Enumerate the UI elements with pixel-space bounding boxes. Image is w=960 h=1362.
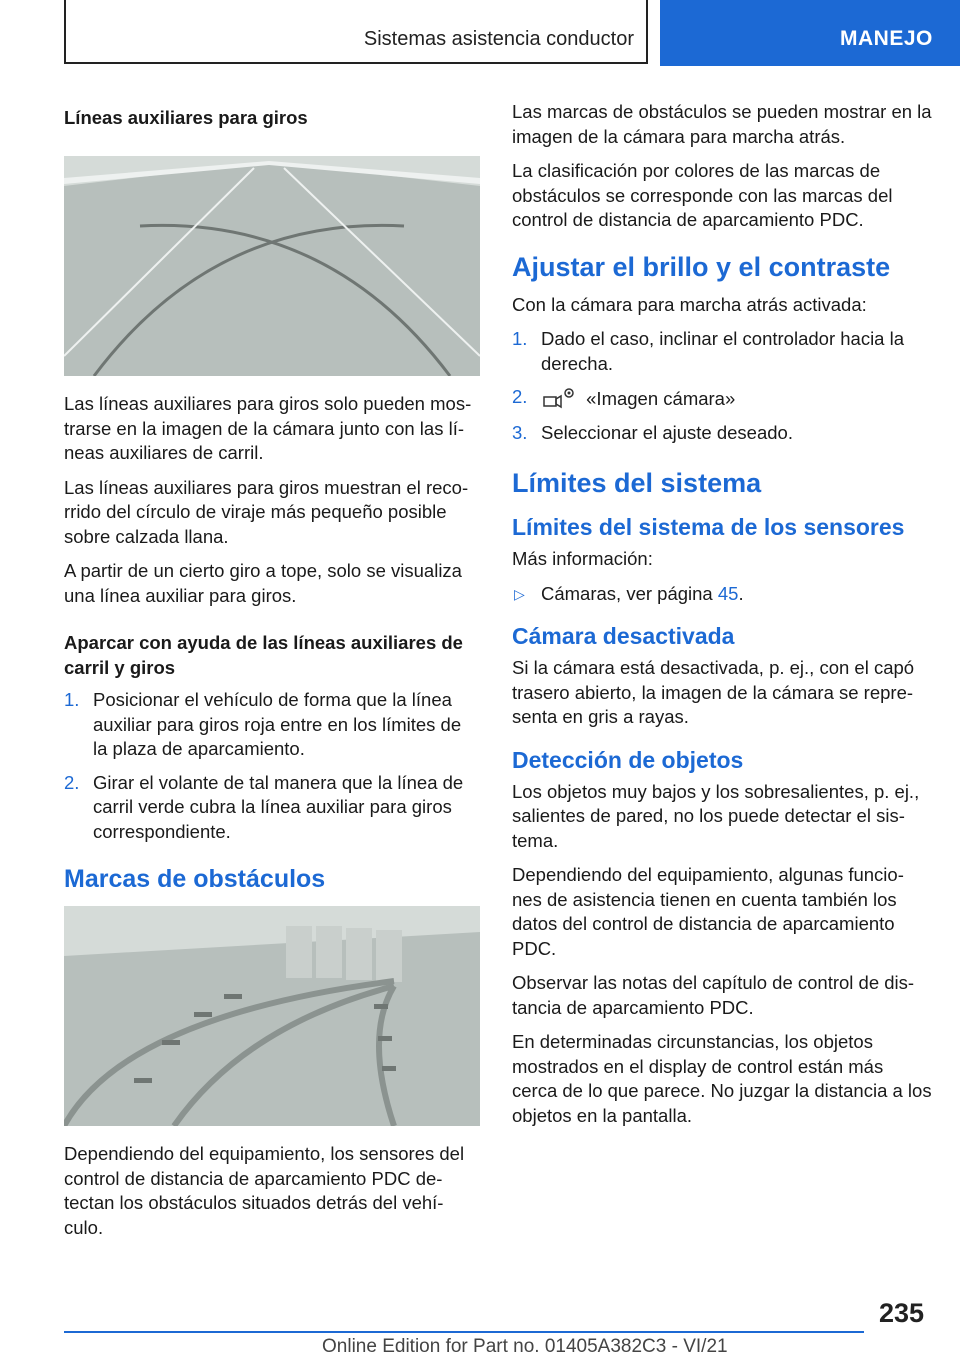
heading-ajustar-brillo: Ajustar el brillo y el contraste (512, 251, 891, 282)
step-text: Posicionar el vehículo de forma que la línea auxiliar para giros roja entre en los límites de la plaza de aparcamiento. (93, 689, 462, 759)
list-item (512, 385, 932, 412)
heading-marcas-obstaculos: Marcas de obstáculos (64, 865, 326, 893)
step-text: «Imagen cámara» (586, 388, 736, 409)
heading-deteccion-objetos: Detección de objetos (512, 746, 744, 773)
list-item (512, 421, 932, 446)
paragraph-ajustar: Con la cámara para marcha atrás activada: (512, 293, 867, 315)
chapter-tab-label: MANEJO (840, 27, 933, 50)
ajustar-steps (512, 327, 932, 445)
paragraph-deteccion-2: Dependiendo del equipamiento, algunas funcio-nes de asistencia tienen en cuenta también los datos del control de distancia de aparcamiento PDC. (512, 864, 904, 959)
paragraph-marcas: Dependiendo del equipamiento, los sensores del control de distancia de aparcamiento PDC de-tectan los obstáculos situados detrás del vehí-culo. (64, 1143, 465, 1238)
paragraph-marcas-right-1: Las marcas de obstáculos se pueden mostrar en la imagen de la cámara para marcha atrás. (512, 101, 932, 147)
list-item (64, 771, 480, 845)
step-text: Seleccionar el ajuste deseado. (541, 421, 793, 443)
paragraph-lineas-3: A partir de un cierto giro a tope, solo se visualiza una línea auxiliar para giros. (64, 560, 462, 606)
camera-settings-icon (541, 385, 577, 409)
triangle-bullet-icon: ▷ (514, 585, 525, 602)
list-item (64, 688, 480, 762)
step-number: 3. (512, 421, 528, 443)
paragraph-lineas-2: Las líneas auxiliares para giros muestran el reco-rrido del círculo de viraje más pequeño posible sobre calzada llana. (64, 476, 469, 547)
turning-lines-illustration (64, 156, 480, 376)
heading-limites-sistema: Límites del sistema (512, 468, 762, 498)
step-text: Girar el volante de tal manera que la línea de carril verde cubra la línea auxiliar para giros correspondiente. (93, 771, 464, 842)
step-number: 2. (512, 386, 528, 407)
section-title: Sistemas asistencia conductor (363, 28, 634, 50)
heading-aparcar: Aparcar con ayuda de las líneas auxiliares de carril y giros (64, 632, 463, 678)
page-number: 235 (878, 1298, 924, 1328)
edition-footer: Online Edition for Part no. 01405A382C3 - VI/21 (322, 1336, 728, 1357)
heading-limites-sensores: Límites del sistema de los sensores (512, 514, 905, 540)
paragraph-deteccion-1: Los objetos muy bajos y los sobresalientes, p. ej., salientes de pared, no los puede detectar el sis-tema. (512, 780, 920, 851)
reference-list (512, 582, 932, 607)
aparcar-steps (64, 688, 480, 844)
paragraph-mas-informacion: Más información: (512, 548, 653, 569)
reference-text: Cámaras, ver página (541, 582, 718, 604)
footer-divider (64, 1331, 864, 1333)
paragraph-marcas-right-2: La clasificación por colores de las marcas de obstáculos se corresponde con las marcas del control de distancia de aparcamiento PDC. (512, 160, 893, 230)
header-box (64, 0, 648, 64)
heading-lineas-auxiliares: Líneas auxiliares para giros (64, 107, 308, 128)
left-column (64, 100, 480, 1250)
step-text: Dado el caso, inclinar el controlador hacia la derecha. (541, 328, 905, 374)
paragraph-deteccion-4: En determinadas circunstancias, los objetos mostrados en el display de control están más cerca de lo que parece. No juzgar la distancia a los objetos en la pantalla. (512, 1031, 932, 1126)
paragraph-lineas-1: Las líneas auxiliares para giros solo pueden mos-trarse en la imagen de la cámara junto con las lí-neas auxiliares de carril. (64, 393, 472, 463)
page-link[interactable]: 45 (717, 582, 739, 604)
step-number: 2. (64, 771, 80, 793)
obstacle-marks-illustration (64, 906, 480, 1126)
chapter-tab[interactable] (660, 0, 960, 66)
list-item (512, 327, 932, 376)
heading-camara-desactivada: Cámara desactivada (512, 623, 735, 649)
paragraph-deteccion-3: Observar las notas del capítulo de control de dis-tancia de aparcamiento PDC. (512, 972, 915, 1018)
paragraph-camara: Si la cámara está desactivada, p. ej., con el capó trasero abierto, la imagen de la cámara se repre-senta en gris a rayas. (512, 657, 915, 727)
reference-end: . (738, 582, 744, 604)
right-column (512, 100, 932, 1138)
list-item (512, 582, 932, 607)
step-number: 1. (512, 328, 528, 349)
step-number: 1. (64, 689, 80, 710)
